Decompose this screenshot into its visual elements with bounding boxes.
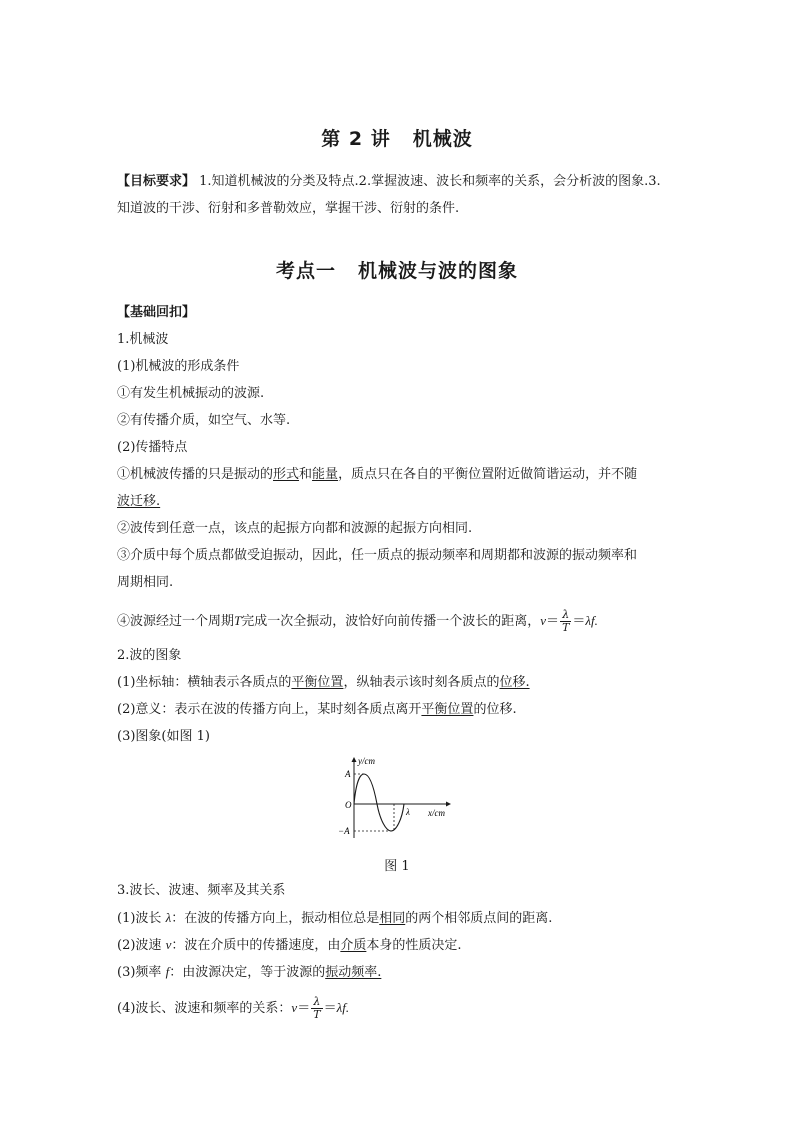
- text: ，质点只在各自的平衡位置附近做简谐运动，并不随: [338, 467, 638, 482]
- text: ＝: [572, 614, 586, 629]
- text: T: [313, 1008, 321, 1021]
- underlined-answer: 位移.: [499, 675, 530, 690]
- s2-title: 2.波的图象: [117, 648, 182, 663]
- amplitude-positive-label: A: [345, 769, 351, 779]
- sine-wave: [354, 774, 404, 831]
- text: 的位移.: [473, 702, 517, 717]
- text: (2)波速: [117, 938, 166, 953]
- text: λf.: [585, 613, 598, 628]
- text: (2)意义：表示在波的传播方向上，某时刻各质点离开: [117, 702, 422, 717]
- text: (3)频率: [117, 965, 166, 980]
- wave-graph-figure: [336, 752, 456, 842]
- s1-c2-title: (2)传播特点: [117, 440, 188, 455]
- s2-a: [117, 675, 682, 691]
- s3-a: [117, 910, 682, 927]
- x-axis-label: x/cm: [428, 808, 445, 818]
- section-number: 考点一: [275, 260, 336, 282]
- text: ：波在介质中的传播速度，由: [171, 938, 341, 953]
- text: v: [540, 613, 547, 628]
- s3-c: [117, 964, 682, 981]
- text: v: [165, 937, 172, 952]
- s1-c2-a-line-2: [117, 494, 682, 510]
- s1-c2-a-line-1: [117, 467, 682, 483]
- s1-c1-a: ①有发生机械振动的波源.: [117, 386, 265, 401]
- text: λf.: [336, 1000, 350, 1015]
- s1-c1-b: ②有传播介质，如空气、水等.: [117, 413, 291, 428]
- objective-text-1: 1.知道机械波的分类及特点.2.掌握波速、波长和频率的关系，会分析波的图象.3.: [195, 174, 661, 189]
- text: ④波源经过一个周期: [117, 614, 235, 629]
- text: T: [562, 621, 570, 634]
- origin-label: O: [345, 800, 352, 810]
- lecture-topic: 机械波: [412, 128, 473, 150]
- section-topic: 机械波与波的图象: [358, 260, 519, 282]
- x-axis-arrow: [446, 802, 451, 807]
- y-axis-label: y/cm: [358, 756, 375, 766]
- text: ＝: [546, 614, 560, 629]
- text: ：由波源决定，等于波源的: [169, 965, 326, 980]
- lecture-title: [0, 124, 794, 151]
- underlined-answer: 振动频率.: [325, 965, 382, 980]
- text: 的两个相邻质点间的距离.: [405, 911, 553, 926]
- lambda-over-T-fraction: [311, 996, 322, 1021]
- text: ，纵轴表示该时刻各质点的: [343, 675, 500, 690]
- text: 本身的性质决定.: [366, 938, 462, 953]
- basics-header: 【基础回扣】: [117, 305, 196, 320]
- text: ＝: [297, 1001, 311, 1016]
- text: (1)波长: [117, 911, 166, 926]
- underlined-answer: 平衡位置: [291, 675, 344, 690]
- underlined-answer: 迁移.: [130, 494, 161, 509]
- underlined-answer: 介质: [340, 938, 367, 953]
- wavelength-label: λ: [406, 807, 410, 817]
- text: (4)波长、波速和频率的关系：: [117, 1001, 292, 1016]
- lecture-number: 第 2 讲: [321, 128, 391, 150]
- text: ：在波的传播方向上，振动相位总是: [171, 911, 380, 926]
- s3-d: [117, 995, 682, 1022]
- s1-c2-c-line-1: ③介质中每个质点都做受迫振动，因此，任一质点的振动频率和周期都和波源的振动频率和: [117, 548, 638, 563]
- text: 完成一次全振动，波恰好向前传播一个波长的距离，: [241, 614, 541, 629]
- text: λ: [165, 910, 172, 925]
- s3-title: 3.波长、波速、频率及其关系: [117, 883, 286, 898]
- s2-b: [117, 702, 682, 718]
- objective-line-2: 知道波的干涉、衍射和多普勒效应，掌握干涉、衍射的条件.: [117, 201, 460, 216]
- text: ①机械波传播的只是振动的: [117, 467, 274, 482]
- s1-title: 1.机械波: [117, 332, 169, 347]
- amplitude-negative-label: −A: [338, 826, 350, 836]
- figure-caption: 图 1: [384, 859, 410, 874]
- text: 和: [299, 467, 313, 482]
- section-title: [0, 256, 794, 283]
- s1-c2-b: ②波传到任意一点，该点的起振方向都和波源的起振方向相同.: [117, 521, 473, 536]
- s1-c2-d: [117, 608, 682, 635]
- text: v: [291, 1000, 298, 1015]
- s1-c1-title: (1)机械波的形成条件: [117, 359, 240, 374]
- s3-b: [117, 937, 682, 954]
- underlined-answer: 相同: [379, 911, 406, 926]
- text: f: [165, 964, 170, 979]
- text: (1)坐标轴：横轴表示各质点的: [117, 675, 292, 690]
- underlined-answer: 形式: [273, 467, 300, 482]
- y-axis-arrow: [352, 757, 357, 762]
- underlined-answer: 能量: [312, 467, 339, 482]
- underlined-answer: 平衡位置: [421, 702, 474, 717]
- text: ＝: [323, 1001, 337, 1016]
- s1-c2-c-line-2: 周期相同.: [117, 575, 174, 590]
- text: T: [234, 613, 242, 628]
- objective-label: 【目标要求】: [117, 174, 196, 189]
- text: 波: [117, 494, 131, 509]
- s2-c: (3)图象(如图 1): [117, 729, 210, 744]
- lambda-over-T-fraction: [560, 609, 571, 634]
- objective-line-1: [117, 174, 682, 190]
- text: λ: [560, 609, 571, 622]
- text: λ: [311, 996, 322, 1009]
